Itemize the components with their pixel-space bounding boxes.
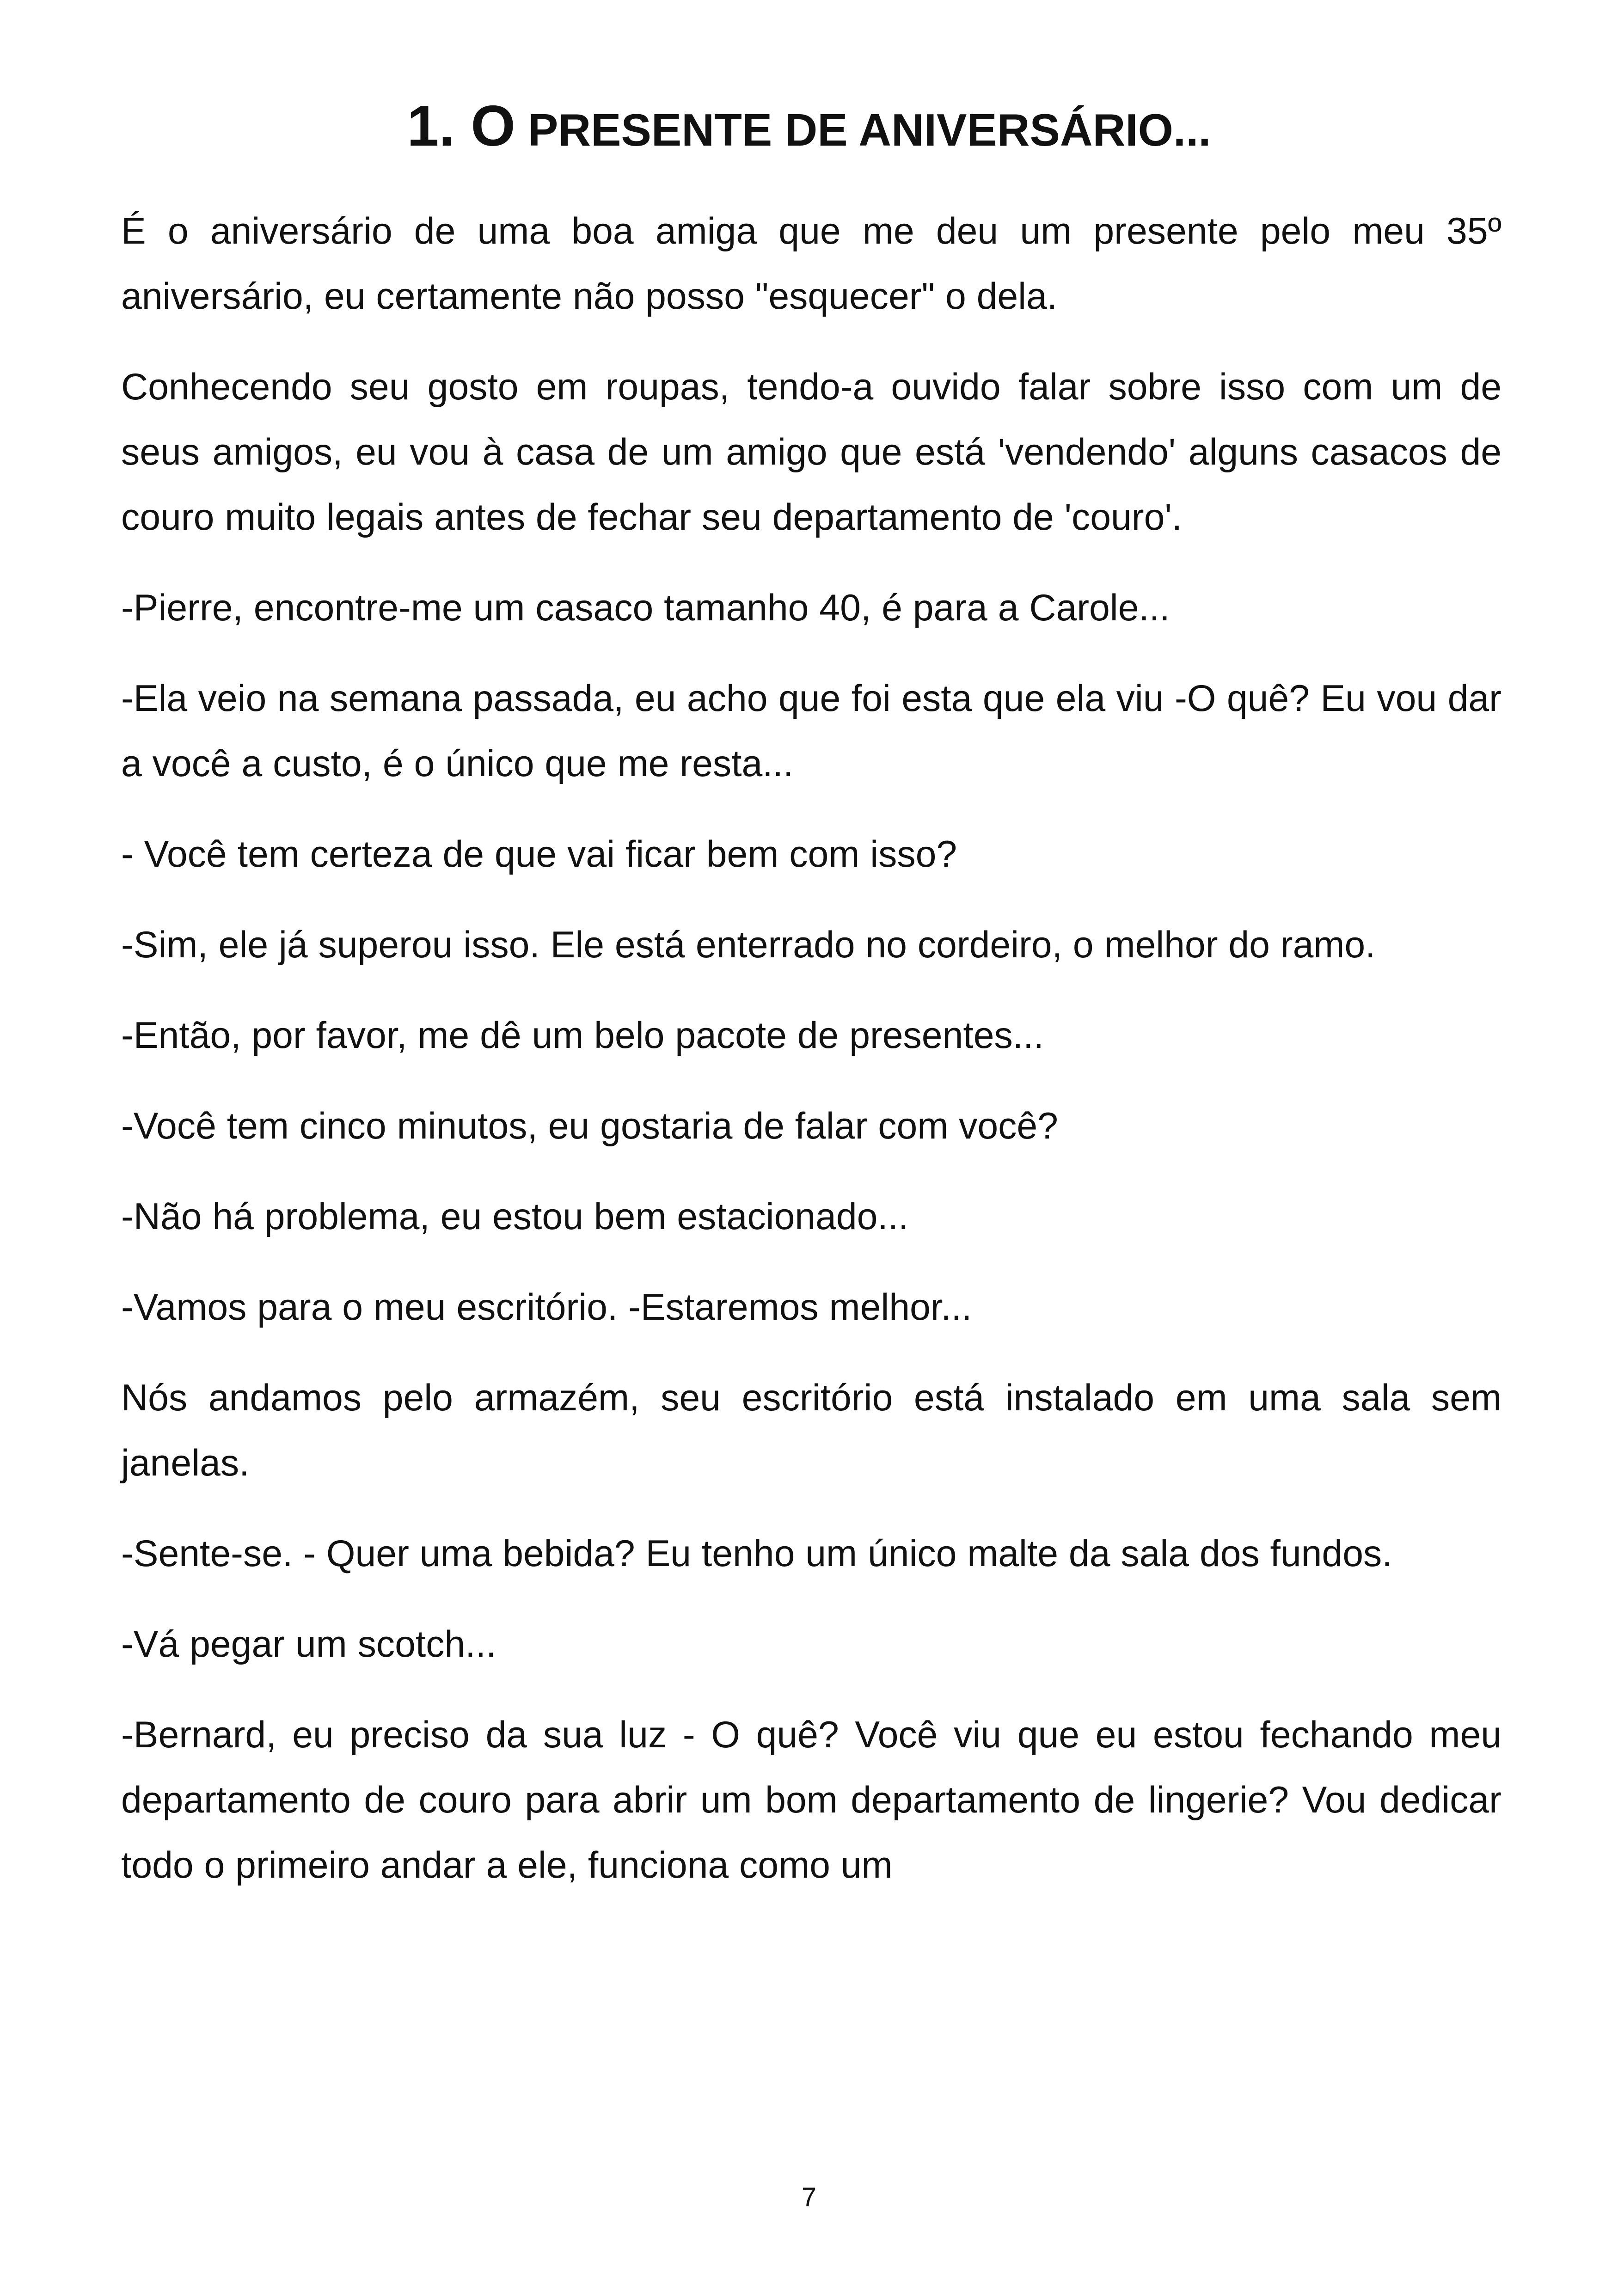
paragraph-3: -Pierre, encontre-me um casaco tamanho 40, é para a Carole...: [121, 587, 1170, 629]
chapter-title-text: PRESENTE DE ANIVERSÁRIO...: [515, 104, 1211, 156]
paragraph-12: -Sente-se. - Quer uma bebida? Eu tenho um único malte da sala dos fundos.: [121, 1533, 1392, 1574]
paragraph-10: -Vamos para o meu escritório. -Estaremos melhor...: [121, 1286, 972, 1328]
paragraph-5: - Você tem certeza de que vai ficar bem com isso?: [121, 833, 957, 875]
paragraph-13: -Vá pegar um scotch...: [121, 1623, 496, 1665]
paragraph-4: -Ela veio na semana passada, eu acho que foi esta que ela viu -O quê? Eu vou dar a você a custo, é o único que me resta...: [121, 678, 1502, 784]
paragraph-14: -Bernard, eu preciso da sua luz - O quê? Você viu que eu estou fechando meu departamento de couro para abrir um bom departamento de lingerie? Vou dedicar todo o primeiro andar a ele, funciona como um: [121, 1714, 1502, 1886]
paragraph-11: Nós andamos pelo armazém, seu escritório está instalado em uma sala sem janelas.: [121, 1377, 1502, 1484]
paragraph-7: -Então, por favor, me dê um belo pacote de presentes...: [121, 1015, 1044, 1056]
paragraph-6: -Sim, ele já superou isso. Ele está enterrado no cordeiro, o melhor do ramo.: [121, 924, 1376, 966]
chapter-title-number: 1. O: [407, 94, 515, 159]
paragraph-8: -Você tem cinco minutos, eu gostaria de falar com você?: [121, 1105, 1058, 1147]
paragraph-1: É o aniversário de uma boa amiga que me deu um presente pelo meu 35º aniversário, eu certamente não posso "esquecer" o dela.: [121, 210, 1502, 317]
paragraph-2: Conhecendo seu gosto em roupas, tendo-a ouvido falar sobre isso com um de seus amigos, eu vou à casa de um amigo que está 'vendendo' alguns casacos de couro muito legais antes de fechar seu departamento de 'couro'.: [121, 366, 1502, 538]
chapter-title: [0, 94, 1618, 159]
paragraph-9: -Não há problema, eu estou bem estacionado...: [121, 1196, 909, 1237]
chapter-body: [121, 199, 1502, 1923]
page-number: 7: [801, 2182, 817, 2212]
